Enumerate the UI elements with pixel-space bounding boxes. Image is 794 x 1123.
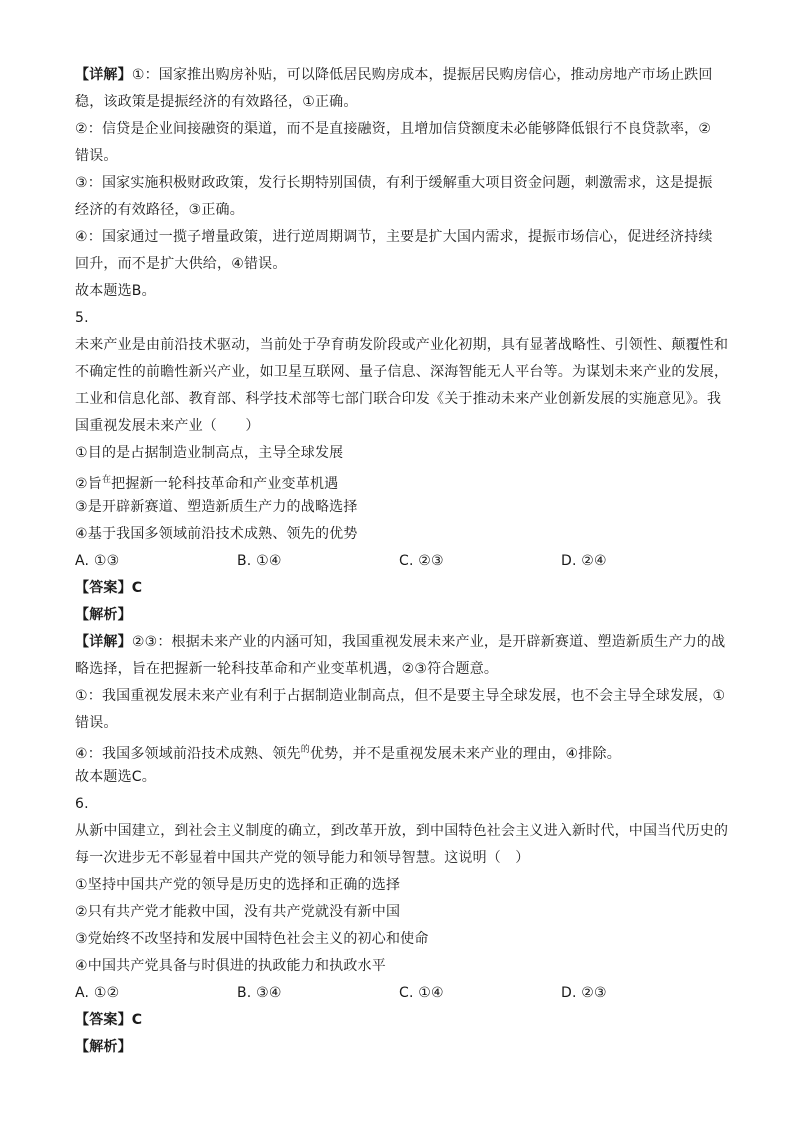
q5-item-3: ③是开辟新赛道、塑造新质生产力的战略选择 <box>75 499 358 515</box>
q5-detail-line-4: 错误。 <box>75 715 118 731</box>
q4-analysis-line-2: 稳，该政策是提振经济的有效路径，①正确。 <box>75 94 358 110</box>
q5-option-b: B. ①④ <box>237 553 282 569</box>
q6-number: 6. <box>75 796 89 812</box>
q6-option-d: D. ②③ <box>561 985 607 1001</box>
q4-analysis-line-4: 错误。 <box>75 148 118 164</box>
q5-detail-line-1: 【详解】②③：根据未来产业的内涵可知，我国重视发展未来产业，是开辟新赛道、塑造新质生产力的战 <box>75 634 726 650</box>
q6-item-1: ①坚持中国共产党的领导是历史的选择和正确的选择 <box>75 877 401 893</box>
q6-analysis-label: 【解析】 <box>75 1039 132 1055</box>
q6-option-c: C. ①④ <box>399 985 444 1001</box>
q4-analysis-line-8: 回升，而不是扩大供给，④错误。 <box>75 256 287 272</box>
q5-detail-line-3: ①：我国重视发展未来产业有利于占据制造业制高点，但不是要主导全球发展，也不会主导全球发展，① <box>75 688 726 704</box>
q5-item-4: ④基于我国多领域前沿技术成熟、领先的优势 <box>75 526 358 542</box>
q6-option-b: B. ③④ <box>237 985 282 1001</box>
q6-item-2: ②只有共产党才能救中国，没有共产党就没有新中国 <box>75 904 401 920</box>
q5-stem-line-4: 国重视发展未来产业（ ） <box>75 418 260 434</box>
q4-analysis-line-5: ③：国家实施积极财政政策，发行长期特别国债，有利于缓解重大项目资金问题，刺激需求，这是提振 <box>75 175 713 191</box>
q5-conclusion: 故本题选C。 <box>75 769 156 785</box>
q6-answer: 【答案】C <box>75 1012 143 1028</box>
q5-stem-line-2: 不确定性的前瞻性新兴产业，如卫星互联网、量子信息、深海智能无人平台等。为谋划未来产业的发展， <box>75 364 729 380</box>
q5-stem-line-3: 工业和信息化部、教育部、科学技术部等七部门联合印发《关于推动未来产业创新发展的实施意见》。我 <box>75 391 722 407</box>
q5-analysis-label: 【解析】 <box>75 607 132 623</box>
q6-stem-line-1: 从新中国建立，到社会主义制度的确立，到改革开放，到中国特色社会主义进入新时代，中国当代历史的 <box>75 823 729 839</box>
q5-detail-line-2: 略选择，旨在把握新一轮科技革命和产业变革机遇，②③符合题意。 <box>75 661 499 677</box>
q5-item-2: ②旨$^在$把握新一轮科技革命和产业变革机遇 <box>75 475 339 492</box>
q6-item-3: ③党始终不改坚持和发展中国特色社会主义的初心和使命 <box>75 931 429 947</box>
q6-options <box>75 980 725 1007</box>
q4-analysis-line-6: 经济的有效路径，③正确。 <box>75 202 244 218</box>
q6-stem-line-2: 每一次进步无不彰显着中国共产党的领导能力和领导智慧。这说明（ ） <box>75 850 530 866</box>
q5-option-c: C. ②③ <box>399 553 444 569</box>
q4-analysis-line-3: ②：信贷是企业间接融资的渠道，而不是直接融资，且增加信贷额度未必能够降低银行不良贷款率，② <box>75 121 712 137</box>
detail-tag: 【详解】 <box>75 634 132 650</box>
q6-item-4: ④中国共产党具备与时俱进的执政能力和执政水平 <box>75 958 386 974</box>
q5-detail-line-5: ④：我国多领域前沿技术成熟、领先$^的$优势，并不是重视发展未来产业的理由，④排除。 <box>75 745 621 762</box>
q4-conclusion: 故本题选B。 <box>75 283 156 299</box>
q5-options <box>75 548 725 575</box>
q5-option-d: D. ②④ <box>561 553 607 569</box>
q4-analysis-line-7: ④：国家通过一揽子增量政策，进行逆周期调节，主要是扩大国内需求，提振市场信心，促进经济持续 <box>75 229 713 245</box>
q5-item-1: ①目的是占据制造业制高点，主导全球发展 <box>75 445 344 461</box>
q5-stem-line-1: 未来产业是由前沿技术驱动，当前处于孕育萌发阶段或产业化初期，具有显著战略性、引领性、颠覆性和 <box>75 337 729 353</box>
detail-tag: 【详解】 <box>75 67 132 83</box>
q5-answer: 【答案】C <box>75 580 143 596</box>
q6-option-a: A. ①② <box>75 985 120 1001</box>
document-page <box>75 62 729 1061</box>
q5-option-a: A. ①③ <box>75 553 120 569</box>
q5-number: 5. <box>75 310 89 326</box>
q4-analysis-line-1: 【详解】①：国家推出购房补贴，可以降低居民购房成本，提振居民购房信心，推动房地产市场止跌回 <box>75 67 713 83</box>
